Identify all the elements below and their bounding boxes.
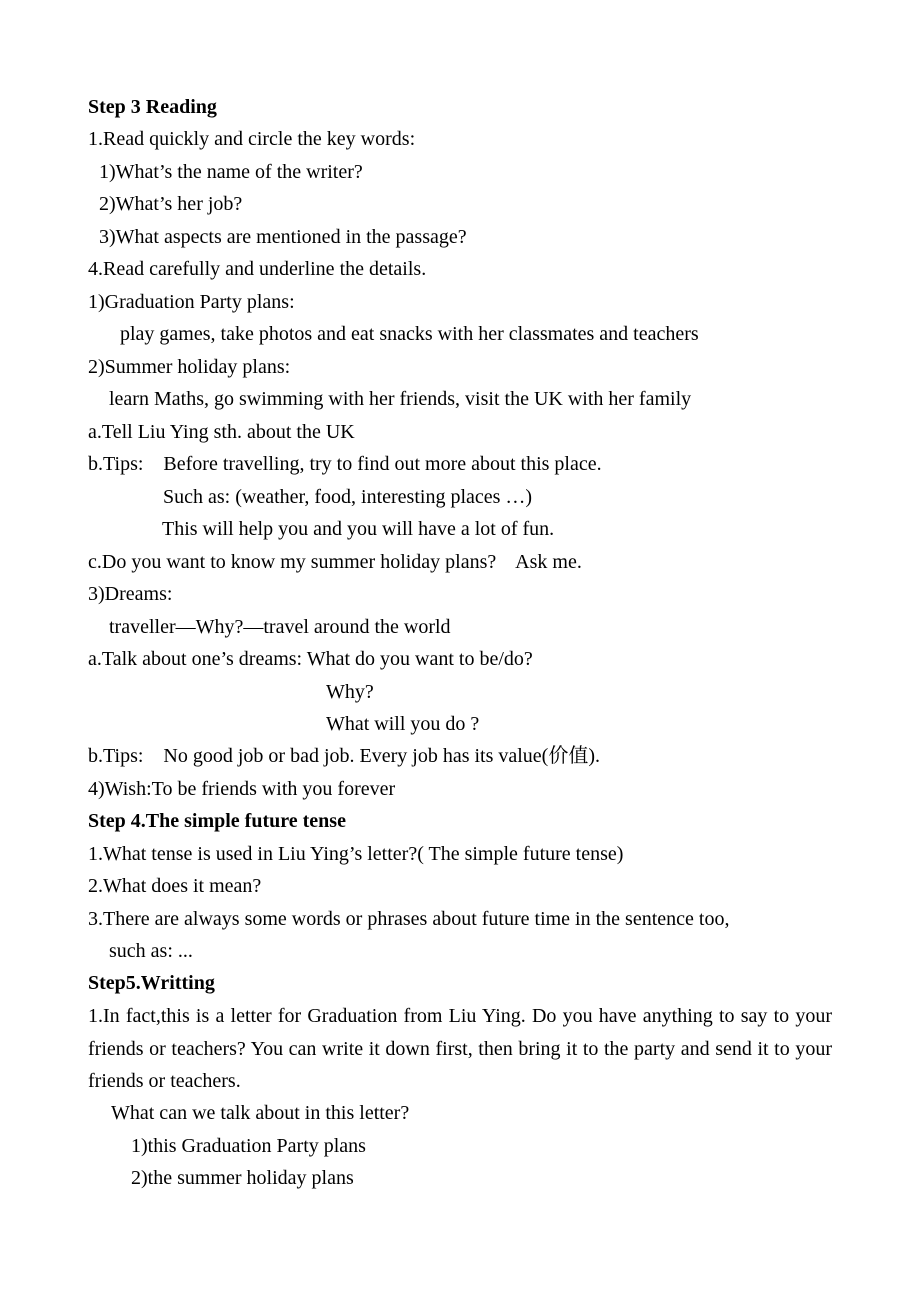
step3-q1-item: 2)What’s her job? xyxy=(99,193,243,215)
dreams-a-line3: What will you do ? xyxy=(326,713,480,735)
step5-item: 2)the summer holiday plans xyxy=(131,1167,354,1189)
summer-plans-a: a.Tell Liu Ying sth. about the UK xyxy=(88,421,355,443)
step4-question-3-cont: such as: ... xyxy=(109,940,193,962)
graduation-plans-detail: play games, take photos and eat snacks with her classmates and teachers xyxy=(120,323,699,345)
step3-q1-item: 1)What’s the name of the writer? xyxy=(99,161,363,183)
step5-question: What can we talk about in this letter? xyxy=(111,1102,410,1124)
summer-plans-title: 2)Summer holiday plans: xyxy=(88,356,291,378)
step3-q1-item: 3)What aspects are mentioned in the passage? xyxy=(99,226,467,248)
summer-plans-detail: learn Maths, go swimming with her friends, visit the UK with her family xyxy=(109,388,692,410)
dreams-a: a.Talk about one’s dreams: What do you want to be/do? xyxy=(88,648,533,670)
step5-paragraph: 1.In fact,this is a letter for Graduation from Liu Ying. Do you have anything to say to your friends or teachers? You can write it down first, then bring it to the party and send it to your friends or teachers. xyxy=(88,1005,832,1092)
summer-plans-c: c.Do you want to know my summer holiday plans? Ask me. xyxy=(88,551,582,573)
step5-item: 1)this Graduation Party plans xyxy=(131,1135,366,1157)
step4-heading: Step 4.The simple future tense xyxy=(88,810,346,832)
step3-question-4: 4.Read carefully and underline the details. xyxy=(88,258,427,280)
wish-line: 4)Wish:To be friends with you forever xyxy=(88,778,396,800)
step3-heading: Step 3 Reading xyxy=(88,96,217,118)
summer-plans-tips-line2: Such as: (weather, food, interesting places …) xyxy=(163,486,533,508)
step5-heading: Step5.Writting xyxy=(88,972,215,994)
step3-question-1: 1.Read quickly and circle the key words: xyxy=(88,128,416,150)
step4-question-3: 3.There are always some words or phrases about future time in the sentence too, xyxy=(88,908,730,930)
graduation-plans-title: 1)Graduation Party plans: xyxy=(88,291,295,313)
step4-question-1: 1.What tense is used in Liu Ying’s letter?( The simple future tense) xyxy=(88,843,624,865)
dreams-a-line2: Why? xyxy=(326,681,374,703)
dreams-title: 3)Dreams: xyxy=(88,583,173,605)
step4-question-2: 2.What does it mean? xyxy=(88,875,262,897)
summer-plans-tips: b.Tips: Before travelling, try to find out more about this place. xyxy=(88,453,602,475)
dreams-tips: b.Tips: No good job or bad job. Every job has its value(价值). xyxy=(88,745,601,767)
dreams-detail: traveller—Why?—travel around the world xyxy=(109,616,451,638)
summer-plans-tips-line3: This will help you and you will have a lot of fun. xyxy=(162,518,555,540)
